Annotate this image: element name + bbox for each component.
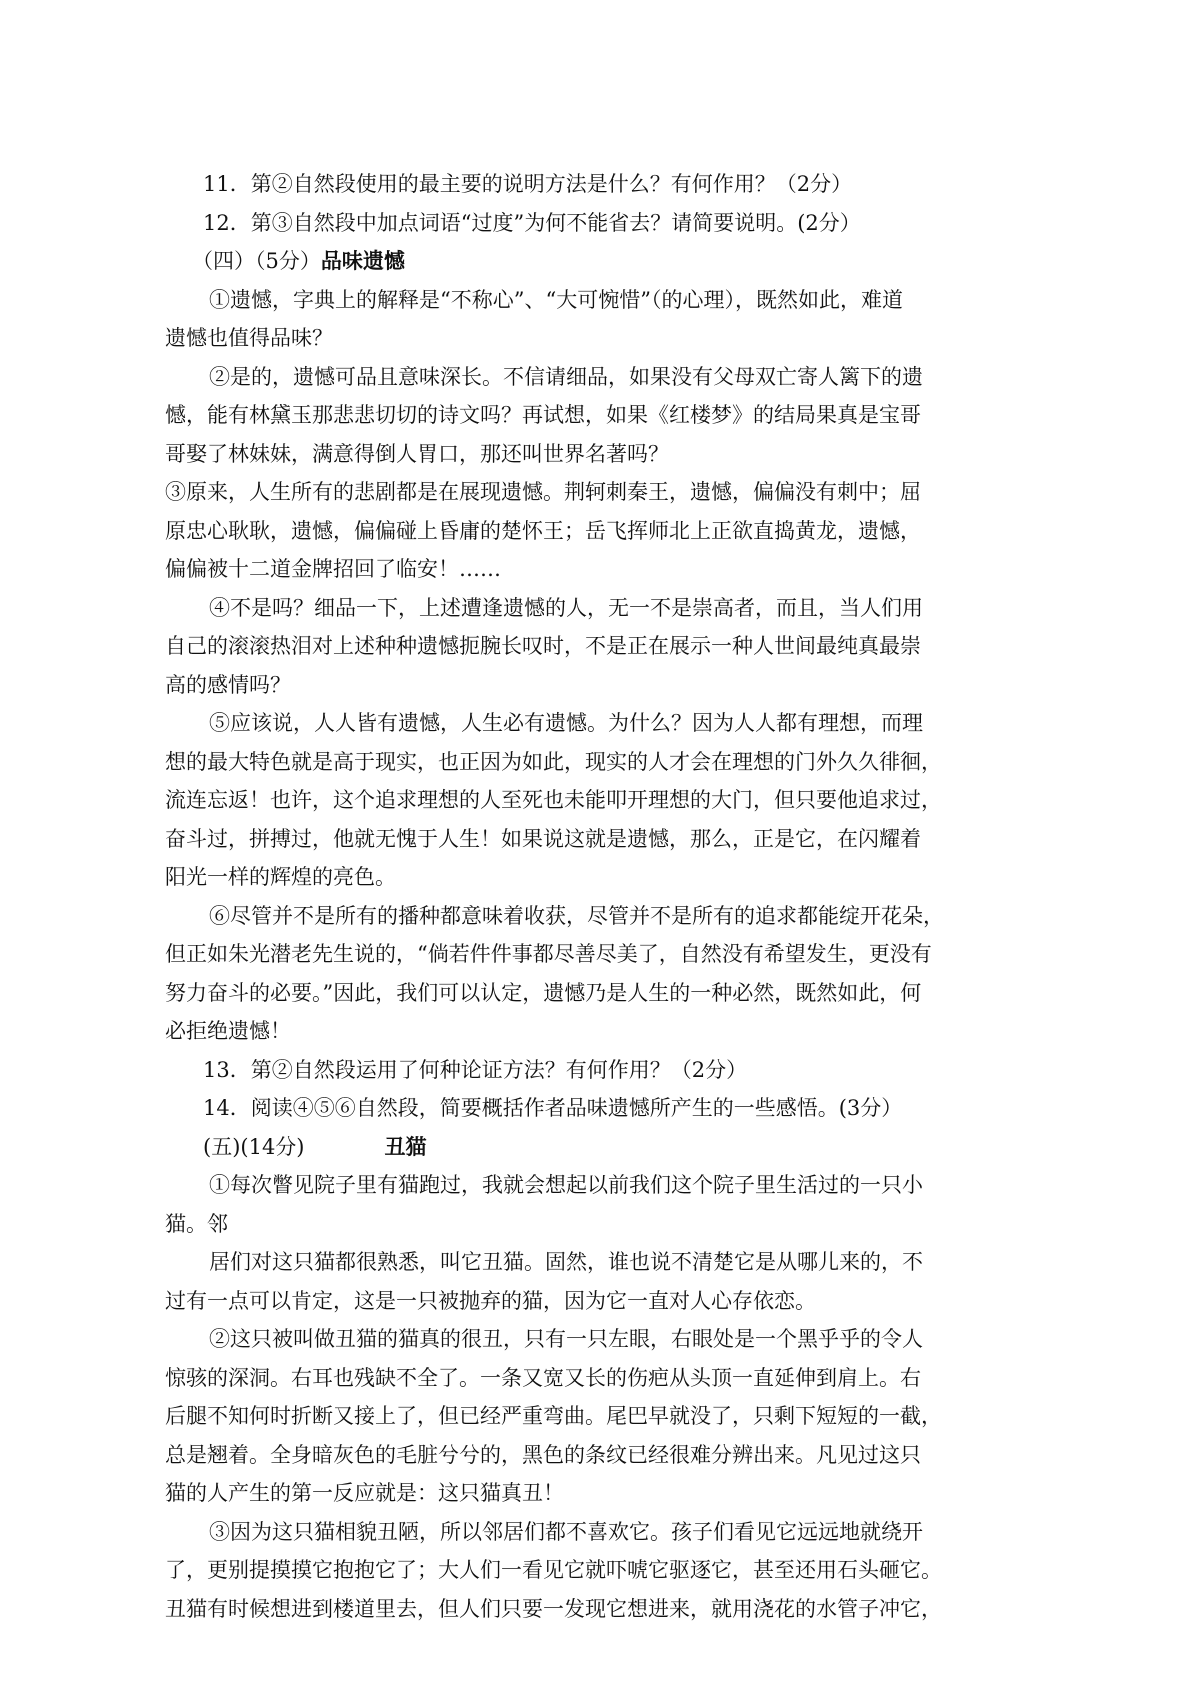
question-11: 11．第②自然段使用的最主要的说明方法是什么？有何作用？（2分） (203, 172, 853, 196)
s4-line-14: 流连忘返！也许，这个追求理想的人至死也未能叩开理想的大门，但只要他追求过， (165, 788, 942, 812)
question-12: 12．第③自然段中加点词语“过度”为何不能省去？请简要说明。(2分） (203, 210, 861, 235)
s4-line-1: ①遗憾，字典上的解释是“不称心”、“大可惋惜”（的心理），既然如此，难道 (209, 287, 903, 312)
s5-line-6: 惊骇的深洞。右耳也残缺不全了。一条又宽又长的伤疤从头顶一直延伸到肩上。右 (165, 1365, 921, 1390)
s4-line-18: 但正如朱光潜老先生说的，“倘若件件事都尽善尽美了，自然没有希望发生，更没有 (165, 942, 932, 966)
s5-line-4: 过有一点可以肯定，这是一只被抛弃的猫，因为它一直对人心存依恋。 (165, 1288, 816, 1313)
s5-line-7: 后腿不知何时折断又接上了，但已经严重弯曲。尾巴早就没了，只剩下短短的一截， (165, 1404, 942, 1428)
s5-line-10: ③因为这只猫相貌丑陋，所以邻居们都不喜欢它。孩子们看见它远远地就绕开 (209, 1519, 923, 1544)
s5-line-5: ②这只被叫做丑猫的猫真的很丑，只有一只左眼，右眼处是一个黑乎乎的令人 (209, 1327, 923, 1351)
s5-line-12: 丑猫有时候想进到楼道里去，但人们只要一发现它想进来，就用浇花的水管子冲它， (165, 1596, 942, 1621)
s4-line-2: 遗憾也值得品味？ (165, 326, 333, 350)
s4-line-20: 必拒绝遗憾！ (165, 1019, 291, 1043)
s4-line-13: 想的最大特色就是高于现实，也正因为如此，现实的人才会在理想的门外久久徘徊， (165, 749, 942, 774)
s4-line-15: 奋斗过，拼搏过，他就无愧于人生！如果说这就是遗憾，那么，正是它，在闪耀着 (165, 826, 921, 851)
question-13: 13．第②自然段运用了何种论证方法？有何作用？（2分） (203, 1057, 748, 1082)
section-4-header (165, 242, 1050, 281)
s5-line-2: 猫。邻 (165, 1211, 228, 1236)
section-4-title: 品味遗憾 (320, 248, 405, 273)
s4-line-3: ②是的，遗憾可品且意味深长。不信请细品，如果没有父母双亡寄人篱下的遗 (209, 364, 923, 389)
s4-line-7: 原忠心耿耿，遗憾，偏偏碰上昏庸的楚怀王；岳飞挥师北上正欲直捣黄龙，遗憾， (165, 518, 921, 543)
s4-line-19: 努力奋斗的必要。”因此，我们可以认定，遗憾乃是人生的一种必然，既然如此，何 (165, 980, 922, 1005)
s5-line-3: 居们对这只猫都很熟悉，叫它丑猫。固然，谁也说不清楚它是从哪儿来的，不 (209, 1250, 923, 1274)
s4-line-11: 高的感情吗？ (165, 672, 291, 697)
s4-line-8: 偏偏被十二道金牌招回了临安！…… (165, 557, 501, 581)
s4-line-10: 自己的滚滚热泪对上述种种遗憾扼腕长叹时，不是正在展示一种人世间最纯真最崇 (165, 634, 921, 658)
s4-line-5: 哥娶了林妹妹，满意得倒人胃口，那还叫世界名著吗？ (165, 441, 669, 466)
s4-line-17: ⑥尽管并不是所有的播种都意味着收获，尽管并不是所有的追求都能绽开花朵， (209, 903, 944, 928)
s4-line-6: ③原来，人生所有的悲剧都是在展现遗憾。荆轲刺秦王，遗憾，偏偏没有刺中；屈 (165, 480, 921, 504)
s5-line-11: 了，更别提摸摸它抱抱它了；大人们一看见它就吓唬它驱逐它，甚至还用石头砸它。 (165, 1558, 942, 1582)
s5-line-9: 猫的人产生的第一反应就是：这只猫真丑！ (165, 1481, 564, 1505)
s5-line-1: ①每次瞥见院子里有猫跑过，我就会想起以前我们这个院子里生活过的一只小 (209, 1173, 923, 1197)
s4-line-9: ④不是吗？细品一下，上述遭逢遗憾的人，无一不是崇高者，而且，当人们用 (209, 595, 923, 620)
s4-line-16: 阳光一样的辉煌的亮色。 (165, 865, 396, 889)
section-5-header (165, 1128, 1050, 1167)
section-4-prefix: （四）（5分） (192, 249, 321, 273)
s4-line-12: ⑤应该说，人人皆有遗憾，人生必有遗憾。为什么？因为人人都有理想，而理 (209, 711, 923, 735)
s4-line-4: 憾，能有林黛玉那悲悲切切的诗文吗？再试想，如果《红楼梦》的结局果真是宝哥 (165, 403, 921, 427)
section-5-prefix: (五)(14分) (203, 1134, 305, 1159)
question-14: 14．阅读④⑤⑥自然段，简要概括作者品味遗憾所产生的一些感悟。(3分） (203, 1096, 903, 1120)
section-5-title: 丑猫 (384, 1133, 427, 1159)
s5-line-8: 总是翘着。全身暗灰色的毛脏兮兮的，黑色的条纹已经很难分辨出来。凡见过这只 (165, 1442, 921, 1467)
